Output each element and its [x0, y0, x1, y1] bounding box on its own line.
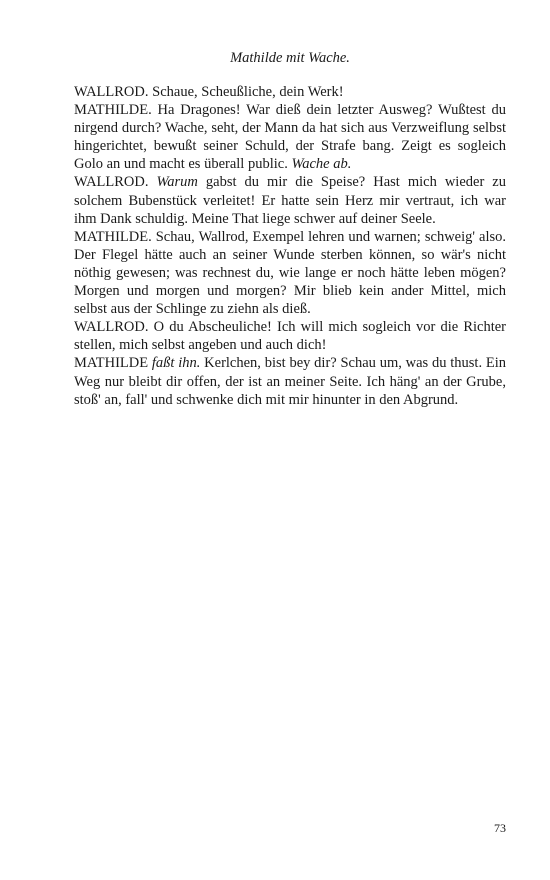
stage-direction: Warum — [156, 174, 198, 191]
dialogue-paragraph-6 — [74, 354, 506, 408]
dialogue-paragraph-2 — [74, 101, 506, 173]
scene-heading: Mathilde mit Wache. — [230, 50, 350, 66]
paragraph-text: WALLROD. O du Abscheuliche! Ich will mich sogleich vor die Richter stellen, mich selbst angeben und auch dich! — [74, 319, 506, 354]
paragraph-text: WALLROD. — [74, 174, 157, 191]
paragraph-text: WALLROD. Schaue, Scheußliche, dein Werk! — [74, 84, 344, 100]
page-number: 73 — [494, 821, 506, 835]
dialogue-text — [74, 83, 506, 409]
paragraph-text: MATHILDE — [74, 355, 152, 372]
book-page — [74, 0, 506, 880]
stage-direction: faßt ihn. — [151, 355, 201, 372]
stage-direction: Wache ab. — [291, 156, 352, 173]
dialogue-paragraph-4 — [74, 228, 506, 318]
paragraph-text-tail: gabst du mir die Speise? Hast mich wieder zu solchem Bubenstück verleitet! Er hatte sein Herz mir vertraut, ich war ihm Dank schuldig. Meine That liege schwer auf deiner Seele. — [74, 174, 506, 227]
dialogue-paragraph-1 — [74, 83, 506, 101]
paragraph-text: MATHILDE. Schau, Wallrod, Exempel lehren und warnen; schweig' also. Der Flegel hätte auch an seiner Wunde sterben können, so wär's nicht nöthig gewesen; was rechnest du, wie lange er noch hätte leben mögen? Morgen und morgen und morgen? Mir blieb kein ander Mittel, mich selbst aus der Schlinge zu ziehn als dieß. — [74, 228, 506, 318]
paragraph-text: MATHILDE. Ha Dragones! War dieß dein letzter Ausweg? Wußtest du nirgend durch? Wache, seht, der Mann da hat sich aus Verzweiflung selbst hingerichtet, bewußt seiner Schuld, der Strafe bang. Zeigt es sogleich Golo an und macht es überall public. — [74, 102, 506, 173]
dialogue-paragraph-5 — [74, 318, 506, 354]
paragraph-text-tail: Kerlchen, bist bey dir? Schau um, was du thust. Ein Weg nur bleibt dir offen, der ist an meiner Seite. Ich häng' an der Grube, stoß' an, fall' und schwenke dich mit mir hinunter in den Abgrund. — [74, 355, 506, 408]
dialogue-paragraph-3 — [74, 173, 506, 227]
